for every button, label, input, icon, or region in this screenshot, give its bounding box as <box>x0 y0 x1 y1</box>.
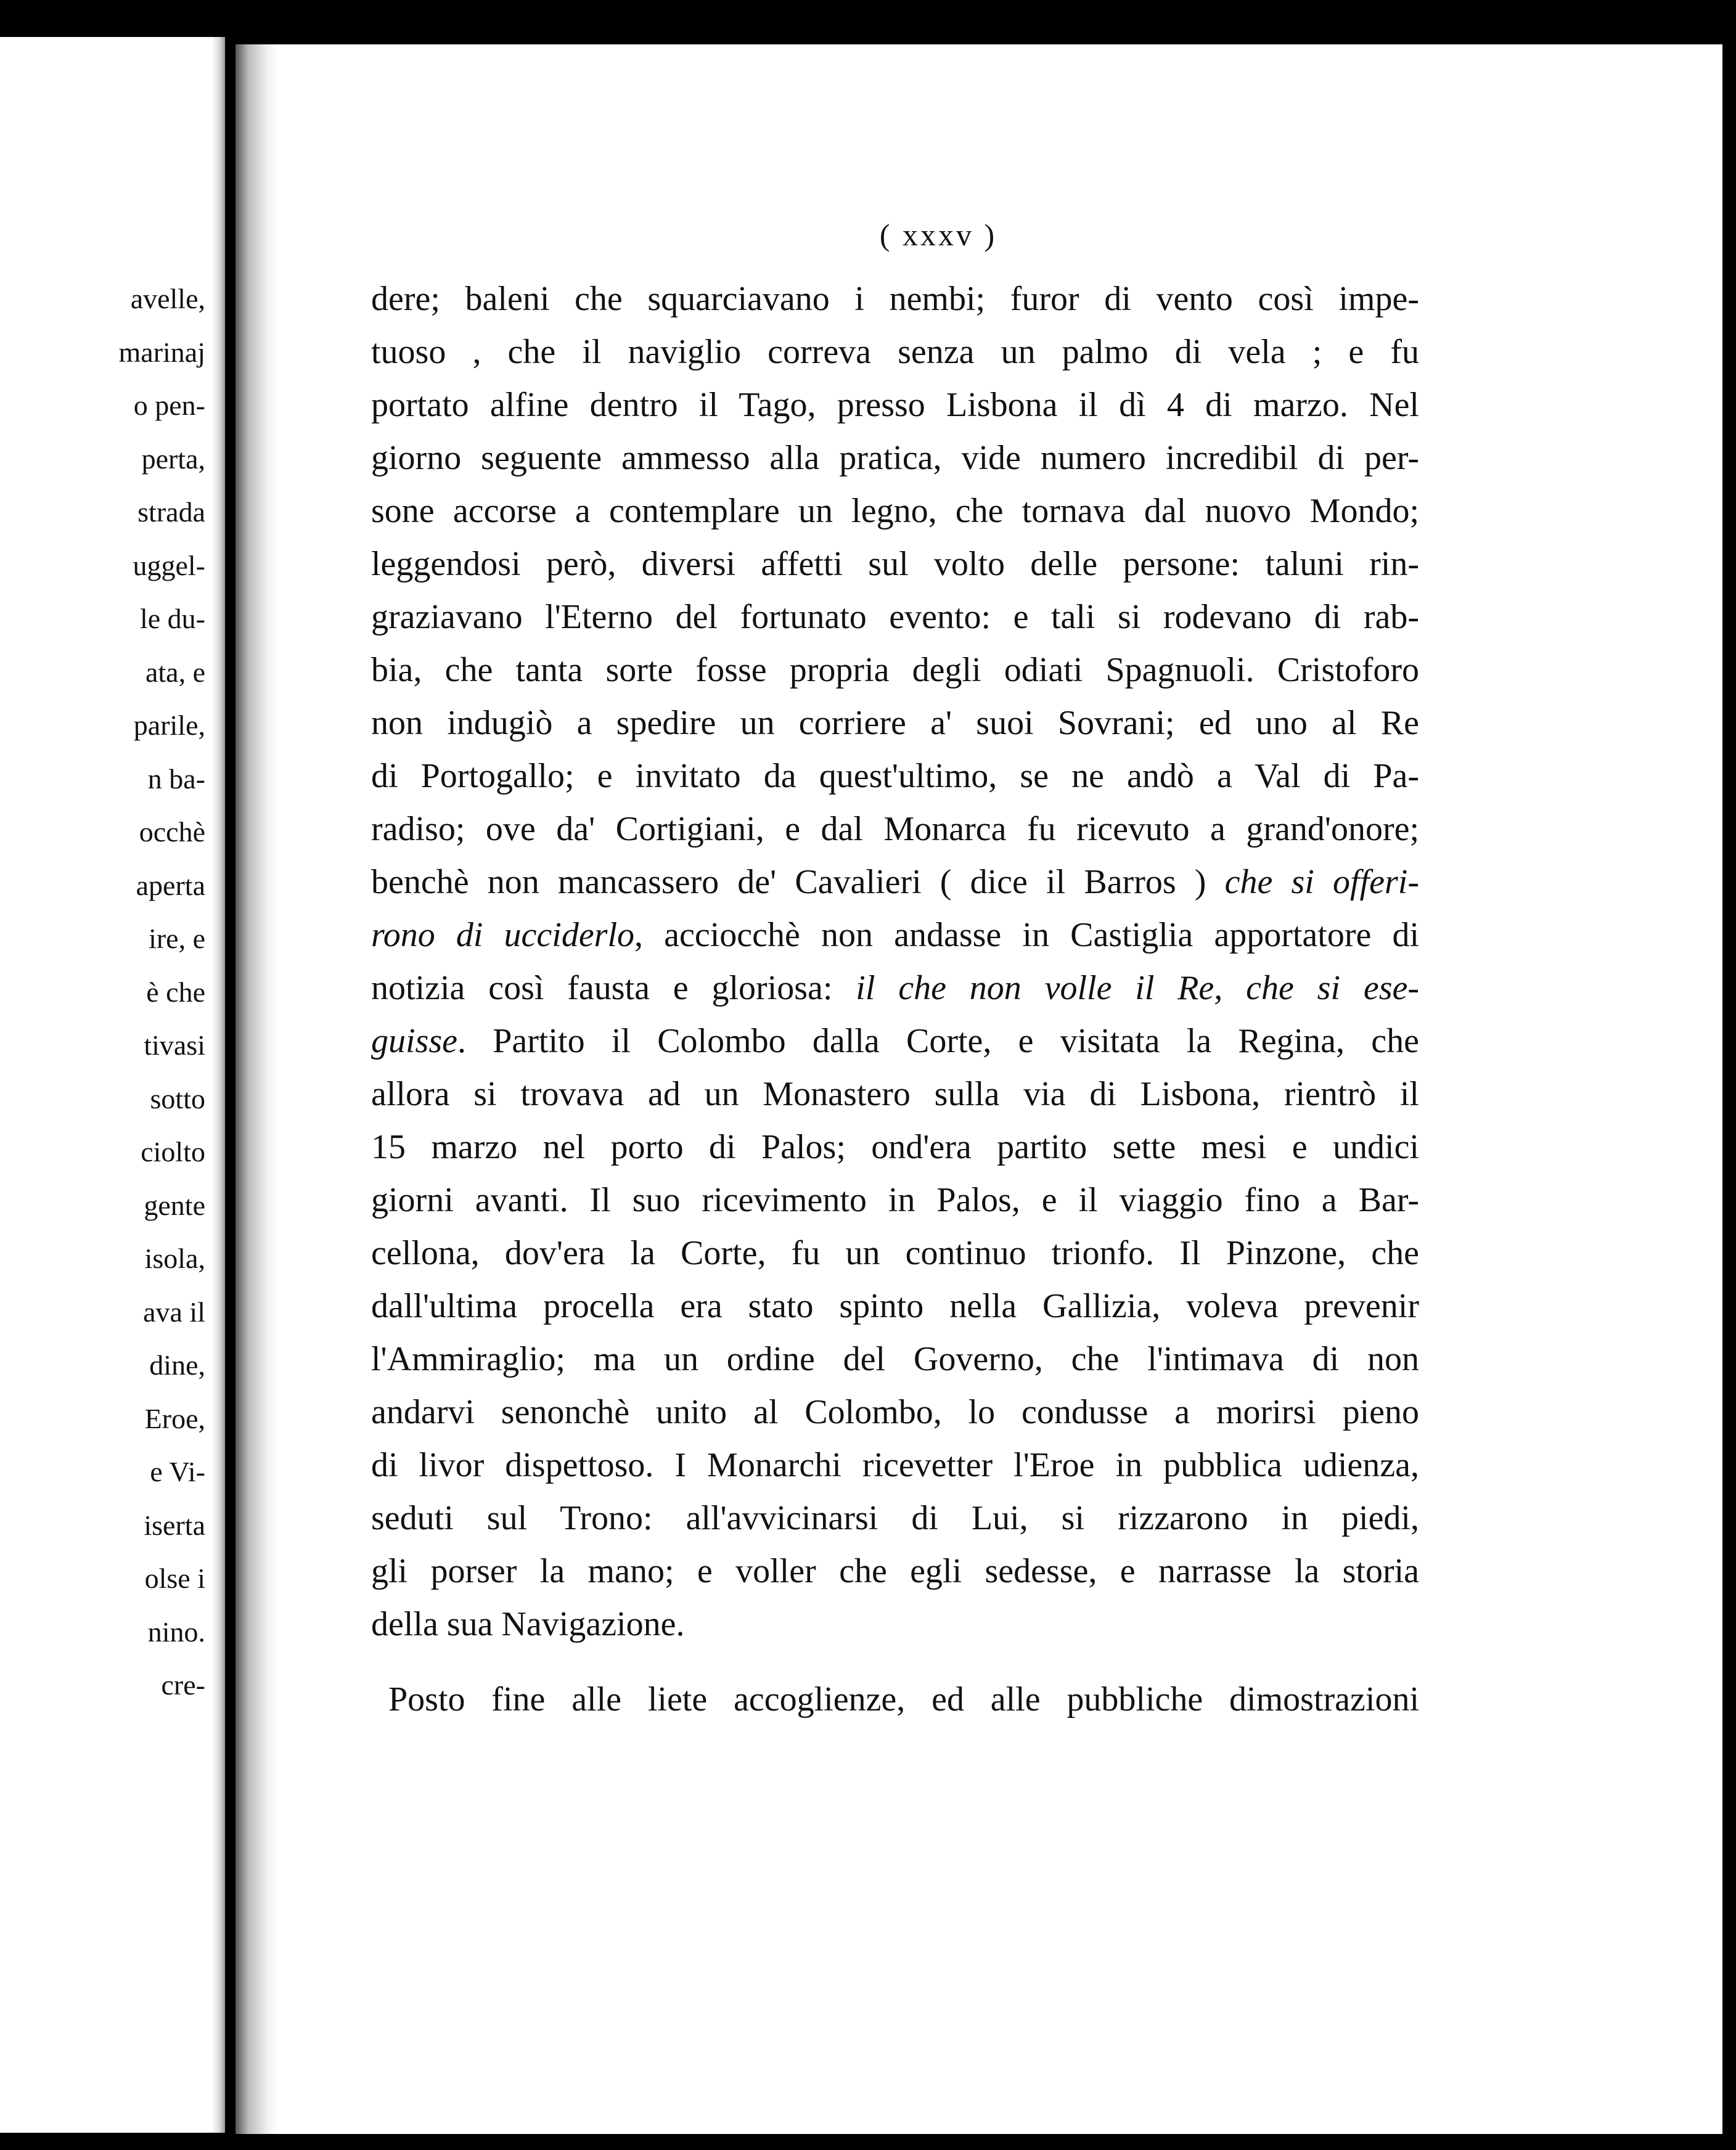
left-page-line: ciolto <box>141 1136 205 1167</box>
text-line: andarvi senonchè unito al Colombo, lo condusse a morirsi pieno <box>371 1393 1419 1431</box>
text-line <box>371 909 1419 962</box>
italic-quote: che si offeri- <box>1224 863 1419 901</box>
left-page-line: sotto <box>150 1082 205 1114</box>
text-span: , acciocchè non andasse in Castiglia apportatore di <box>634 916 1420 954</box>
text-line <box>371 1015 1419 1068</box>
text-line: portato alfine dentro il Tago, presso Lisbona il dì 4 di marzo. Nel <box>371 386 1419 424</box>
left-page-line: Eroe, <box>144 1402 205 1434</box>
text-span: notizia così fausta e gloriosa: <box>371 969 856 1007</box>
text-span: benchè non mancassero de' Cavalieri ( dice il Barros ) <box>371 863 1225 901</box>
text-line: di Portogallo; e invitato da quest'ultimo, se ne andò a Val di Pa- <box>371 757 1419 795</box>
left-page-line: perta, <box>141 443 205 475</box>
text-line: graziavano l'Eterno del fortunato evento: e tali si rodevano di rab- <box>371 598 1419 636</box>
text-line: tuoso , che il naviglio correva senza un palmo di vela ; e fu <box>371 333 1419 371</box>
left-page-line: tivasi <box>144 1029 205 1061</box>
text-line: dere; baleni che squarciavano i nembi; furor di vento così impe- <box>371 280 1419 318</box>
left-page-line: avelle, <box>130 283 205 314</box>
left-page-line: cre- <box>161 1669 205 1701</box>
left-page-line: strada <box>137 496 205 528</box>
text-line: di livor dispettoso. I Monarchi ricevetter l'Eroe in pubblica udienza, <box>371 1446 1419 1484</box>
text-line: dall'ultima procella era stato spinto nella Gallizia, voleva prevenir <box>371 1287 1419 1325</box>
text-line: gli porser la mano; e voller che egli sedesse, e narrasse la storia <box>371 1552 1419 1590</box>
text-line: allora si trovava ad un Monastero sulla via di Lisbona, rientrò il <box>371 1075 1419 1113</box>
left-page-line: le du- <box>139 603 205 634</box>
text-line: sone accorse a contemplare un legno, che tornava dal nuovo Mondo; <box>371 492 1419 530</box>
body-text <box>371 272 1419 1726</box>
text-line: della sua Navigazione. <box>371 1605 685 1643</box>
left-page-line: dine, <box>149 1349 205 1381</box>
left-page-gutter <box>211 37 225 2133</box>
italic-quote: il che non volle il Re, che si ese- <box>856 969 1419 1007</box>
italic-quote: rono di ucciderlo <box>371 916 635 954</box>
left-page-fragment <box>0 37 225 2133</box>
left-page-line: gente <box>144 1189 205 1221</box>
left-page-line: o pen- <box>133 390 205 421</box>
page-number: ( xxxv ) <box>879 218 997 252</box>
text-line: non indugiò a spedire un corriere a' suoi Sovrani; ed uno al Re <box>371 704 1419 742</box>
text-line <box>371 962 1419 1015</box>
left-page-line: parile, <box>133 709 205 741</box>
left-page-text <box>119 272 206 1712</box>
left-page-line: olse i <box>144 1563 205 1594</box>
text-line: radiso; ove da' Cortigiani, e dal Monarca fu ricevuto a grand'onore; <box>371 810 1419 848</box>
left-page-line: uggel- <box>133 549 205 581</box>
paragraph <box>371 272 1419 1651</box>
paragraph <box>371 1673 1419 1726</box>
left-page-line: e Vi- <box>150 1456 205 1487</box>
left-page-line: ata, e <box>145 656 205 688</box>
main-page <box>235 44 1722 2134</box>
text-line <box>371 856 1419 909</box>
text-line: 15 marzo nel porto di Palos; ond'era partito sette mesi e undici <box>371 1128 1419 1166</box>
text-line: leggendosi però, diversi affetti sul volto delle persone: taluni rin- <box>371 545 1419 583</box>
text-line: giorno seguente ammesso alla pratica, vide numero incredibil di per- <box>371 439 1419 477</box>
text-line: Posto fine alle liete accoglienze, ed alle pubbliche dimostrazioni <box>388 1680 1419 1719</box>
left-page-line: aperta <box>136 869 205 901</box>
left-page-line: n ba- <box>147 762 205 795</box>
italic-quote: guisse <box>371 1022 457 1060</box>
left-page-line: iserta <box>144 1509 205 1541</box>
left-page-line: ire, e <box>149 923 205 954</box>
left-page-line: ava il <box>143 1296 205 1328</box>
left-page-line: nino. <box>147 1616 205 1648</box>
left-page-line: marinaj <box>118 336 205 368</box>
text-line: bia, che tanta sorte fosse propria degli odiati Spagnuoli. Cristoforo <box>371 651 1419 689</box>
text-line: giorni avanti. Il suo ricevimento in Palos, e il viaggio fino a Bar- <box>371 1181 1419 1219</box>
left-page-line: è che <box>146 976 205 1008</box>
text-line: seduti sul Trono: all'avvicinarsi di Lui, si rizzarono in piedi, <box>371 1499 1419 1537</box>
text-span: . Partito il Colombo dalla Corte, e visitata la Regina, che <box>457 1022 1419 1060</box>
left-page-line: isola, <box>144 1243 205 1274</box>
spine-shadow <box>235 44 279 2134</box>
text-line: cellona, dov'era la Corte, fu un continuo trionfo. Il Pinzone, che <box>371 1234 1419 1272</box>
text-line: l'Ammiraglio; ma un ordine del Governo, che l'intimava di non <box>371 1340 1419 1378</box>
left-page-line: occhè <box>139 816 205 848</box>
